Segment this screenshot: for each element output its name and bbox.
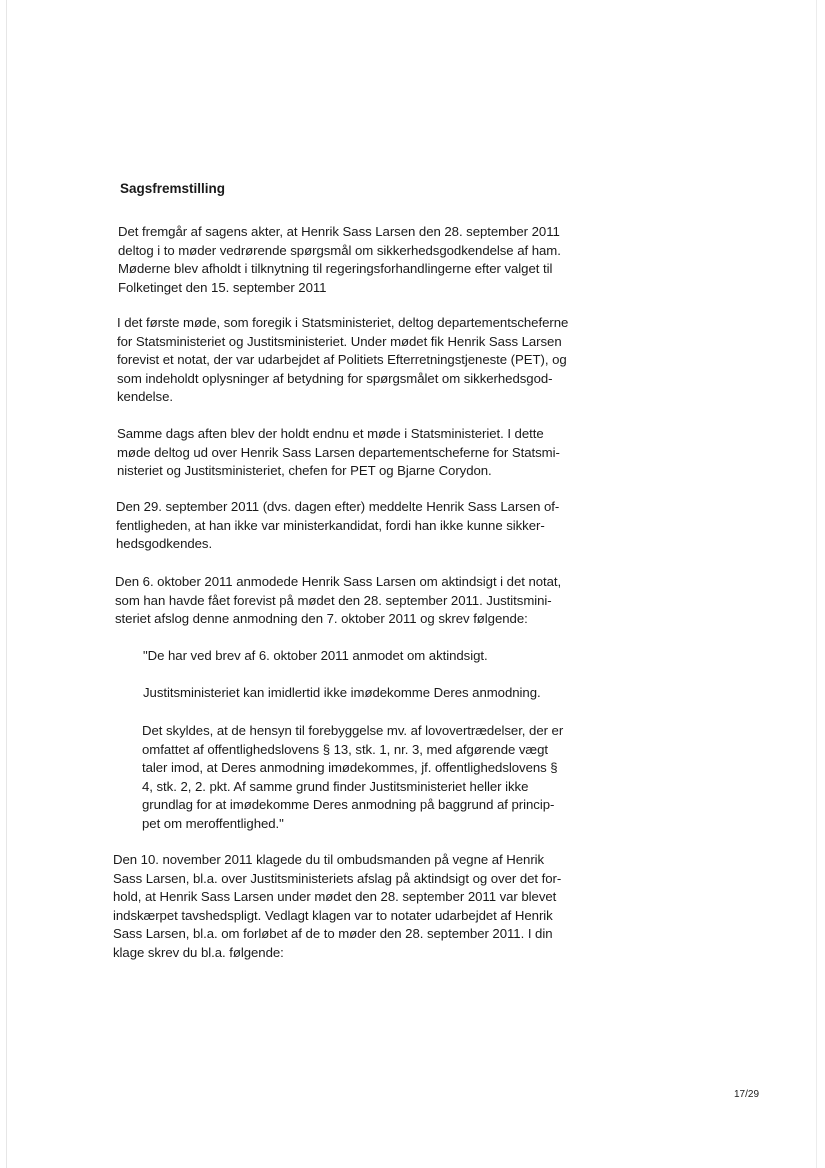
paragraph-5: Den 6. oktober 2011 anmodede Henrik Sass Larsen om aktindsigt i det notat, som han havde fået forevist på mødet den 28. september 2011. Justitsmini- steriet afslog denne anmodning den 7. oktober 2011 og skrev følgende: (115, 574, 562, 627)
paragraph-2: I det første møde, som foregik i Statsministeriet, deltog departementscheferne for Statsministeriet og Justitsministeriet. Under mødet fik Henrik Sass Larsen forevist et notat, der var udarbejdet af Politiets Efterretningstjeneste (PET), og som indeholdt oplysninger af betydning for spørgsmålet om sikkerhedsgod- kendelse. (117, 315, 569, 405)
quote-paragraph-1: "De har ved brev af 6. oktober 2011 anmodet om aktindsigt. (143, 648, 488, 663)
quote-paragraph-2: Justitsministeriet kan imidlertid ikke imødekomme Deres anmodning. (143, 685, 541, 700)
paragraph-1: Det fremgår af sagens akter, at Henrik Sass Larsen den 28. september 2011 deltog i to møder vedrørende spørgsmål om sikkerhedsgodkendelse af ham. Møderne blev afholdt i tilknytning til regeringsforhandlingerne efter valget til Folketinget den 15. september 2011 (118, 224, 561, 295)
page-number: 17/29 (734, 1089, 760, 1100)
quote-paragraph-3: Det skyldes, at de hensyn til forebyggelse mv. af lovovertrædelser, der er omfattet af offentlighedslovens § 13, stk. 1, nr. 3, med afgørende vægt taler imod, at Deres anmodning imødekommes, jf. offentlighedslovens § 4, stk. 2, 2. pkt. Af samme grund finder Justitsministeriet heller ikke grundlag for at imødekomme Deres anmodning på baggrund af princip- pet om meroffentlighed." (142, 723, 564, 831)
paragraph-6: Den 10. november 2011 klagede du til ombudsmanden på vegne af Henrik Sass Larsen, bl.a. over Justitsministeriets afslag på aktindsigt og over det for- hold, at Henrik Sass Larsen under mødet den 28. september 2011 var blevet indskærpet tavshedspligt. Vedlagt klagen var to notater udarbejdet af Henrik Sass Larsen, bl.a. om forløbet af de to møder den 28. september 2011. I din klage skrev du bl.a. følgende: (113, 852, 562, 960)
paragraph-4: Den 29. september 2011 (dvs. dagen efter) meddelte Henrik Sass Larsen of- fentligheden, at han ikke var ministerkandidat, fordi han ikke kunne sikker- hedsgodkendes. (116, 499, 560, 552)
section-heading: Sagsfremstilling (120, 181, 226, 196)
scan-edge-right (816, 0, 817, 1168)
paragraph-3: Samme dags aften blev der holdt endnu et møde i Statsministeriet. I dette møde deltog ud over Henrik Sass Larsen departementscheferne for Statsmi- nisteriet og Justitsministeriet, chefen for PET og Bjarne Corydon. (117, 426, 560, 479)
scan-edge-left (6, 0, 7, 1168)
